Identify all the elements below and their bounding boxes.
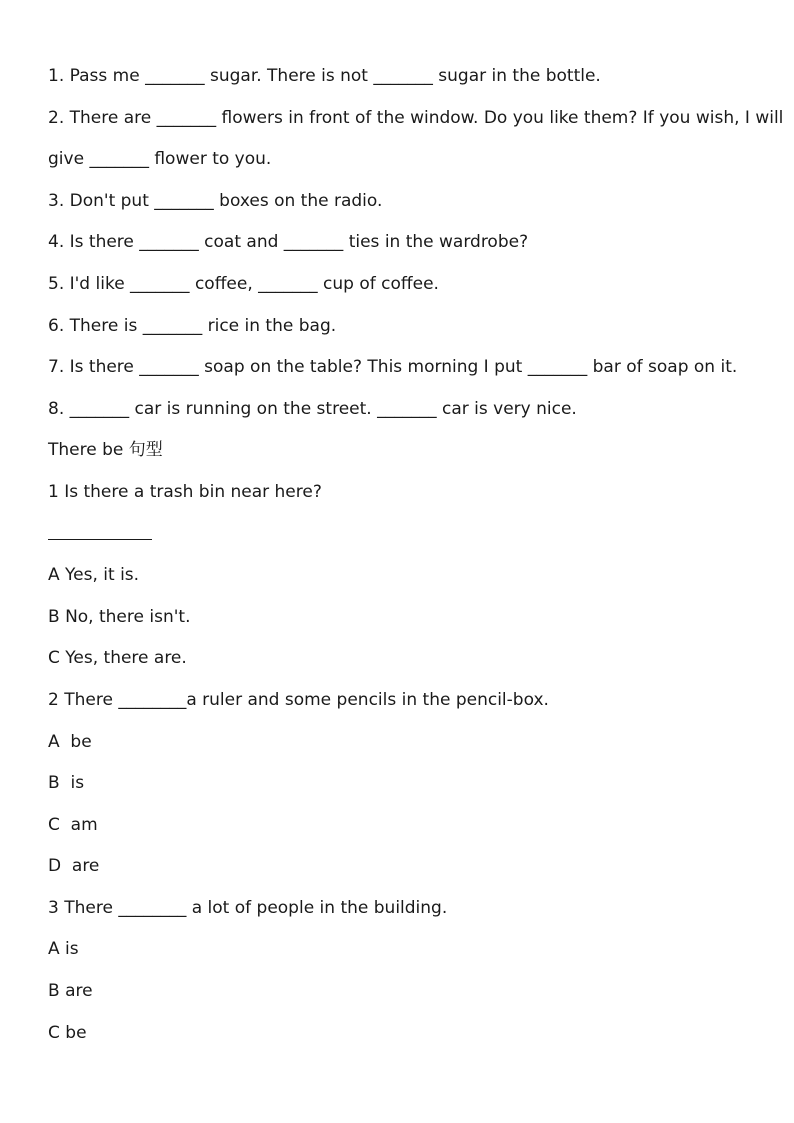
exercise-7: 7. Is there _______ soap on the table? This morning I put _______ bar of soap on it. <box>48 357 738 378</box>
exercise-5: 5. I'd like _______ coffee, _______ cup of coffee. <box>48 273 439 294</box>
question-3-option-b: B are <box>48 981 93 1002</box>
question-1-option-a: A Yes, it is. <box>48 565 140 586</box>
question-2-stem: 2 There ________a ruler and some pencils in the pencil-box. <box>48 689 549 710</box>
exercise-1: 1. Pass me _______ sugar. There is not _______ sugar in the bottle. <box>48 66 601 86</box>
exercise-3: 3. Don't put _______ boxes on the radio. <box>48 190 383 211</box>
question-2-option-a: A be <box>48 731 92 752</box>
section-heading: There be 句型 <box>48 440 163 461</box>
question-2-option-d: D are <box>48 856 100 877</box>
worksheet <box>48 56 784 1054</box>
question-2-option-b: B is <box>48 773 85 794</box>
question-1-stem: 1 Is there a trash bin near here? <box>48 481 322 502</box>
exercise-2: 2. There are _______ flowers in front of the window. Do you like them? If you wish, I will <box>48 107 784 128</box>
exercise-8: 8. _______ car is running on the street. _______ car is very nice. <box>48 398 577 419</box>
question-3-stem: 3 There ________ a lot of people in the building. <box>48 897 448 918</box>
exercise-2-continued: give _______ flower to you. <box>48 149 272 170</box>
question-3-option-a: A is <box>48 939 79 960</box>
question-1-option-b: B No, there isn't. <box>48 606 191 627</box>
exercise-4: 4. Is there _______ coat and _______ ties in the wardrobe? <box>48 232 529 253</box>
answer-blank-line <box>48 514 758 556</box>
question-3-option-c: C be <box>48 1022 87 1043</box>
question-2-option-c: C am <box>48 814 98 835</box>
exercise-6: 6. There is _______ rice in the bag. <box>48 315 337 336</box>
question-1-option-c: C Yes, there are. <box>48 648 187 669</box>
